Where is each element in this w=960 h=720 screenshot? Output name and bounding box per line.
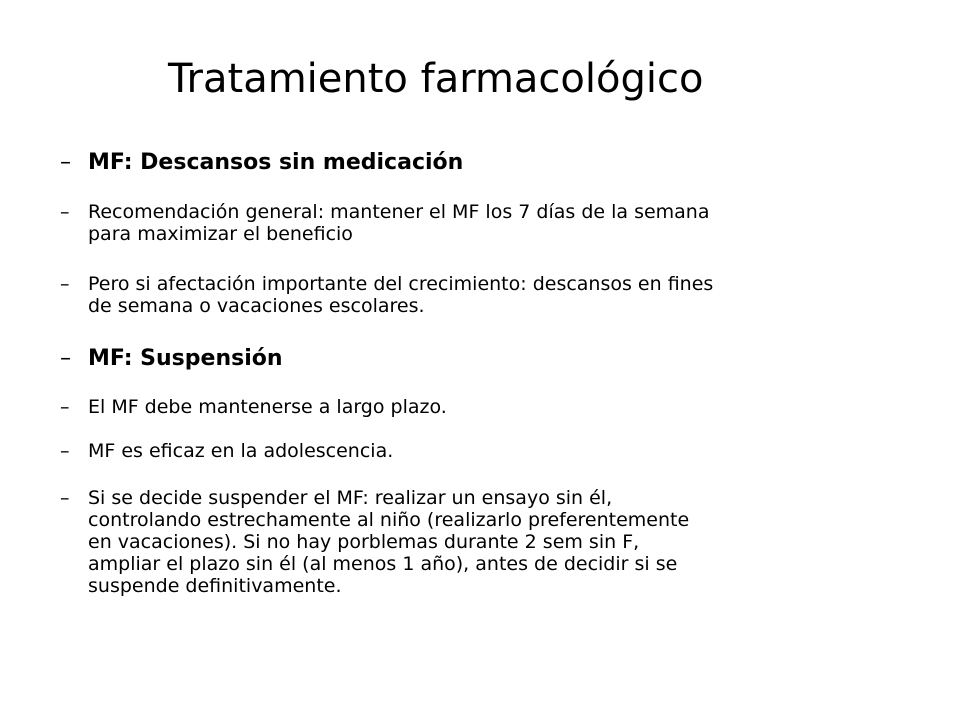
bullet-dash: – — [60, 201, 70, 223]
bullet-dash: – — [60, 396, 70, 418]
bullet-dash: – — [60, 440, 70, 462]
list-item-text: Recomendación general: mantener el MF los 7 días de la semana para maximizar el beneficio — [88, 201, 710, 245]
slide-title: Tratamiento farmacológico — [168, 56, 704, 102]
list-item-text: El MF debe mantenerse a largo plazo. — [88, 396, 447, 418]
bullet-dash: – — [60, 273, 70, 295]
list-item-text: Si se decide suspender el MF: realizar un ensayo sin él, controlando estrechamente al niño (realizarlo preferentemente en vacaciones). Si no hay porblemas durante 2 sem sin F, ampliar el plazo sin él (al menos 1 año), antes de decidir si se suspende definitivamente. — [88, 487, 690, 597]
list-item-text: MF: Suspensión — [88, 346, 283, 371]
bullet-dash: – — [60, 150, 71, 175]
list-item-text: MF es eficaz en la adolescencia. — [88, 440, 394, 462]
bullet-dash: – — [60, 346, 71, 371]
bullet-dash: – — [60, 487, 70, 509]
list-item-text: Pero si afectación importante del crecimiento: descansos en fines de semana o vacaciones escolares. — [88, 273, 714, 317]
list-item-text: MF: Descansos sin medicación — [88, 150, 464, 175]
